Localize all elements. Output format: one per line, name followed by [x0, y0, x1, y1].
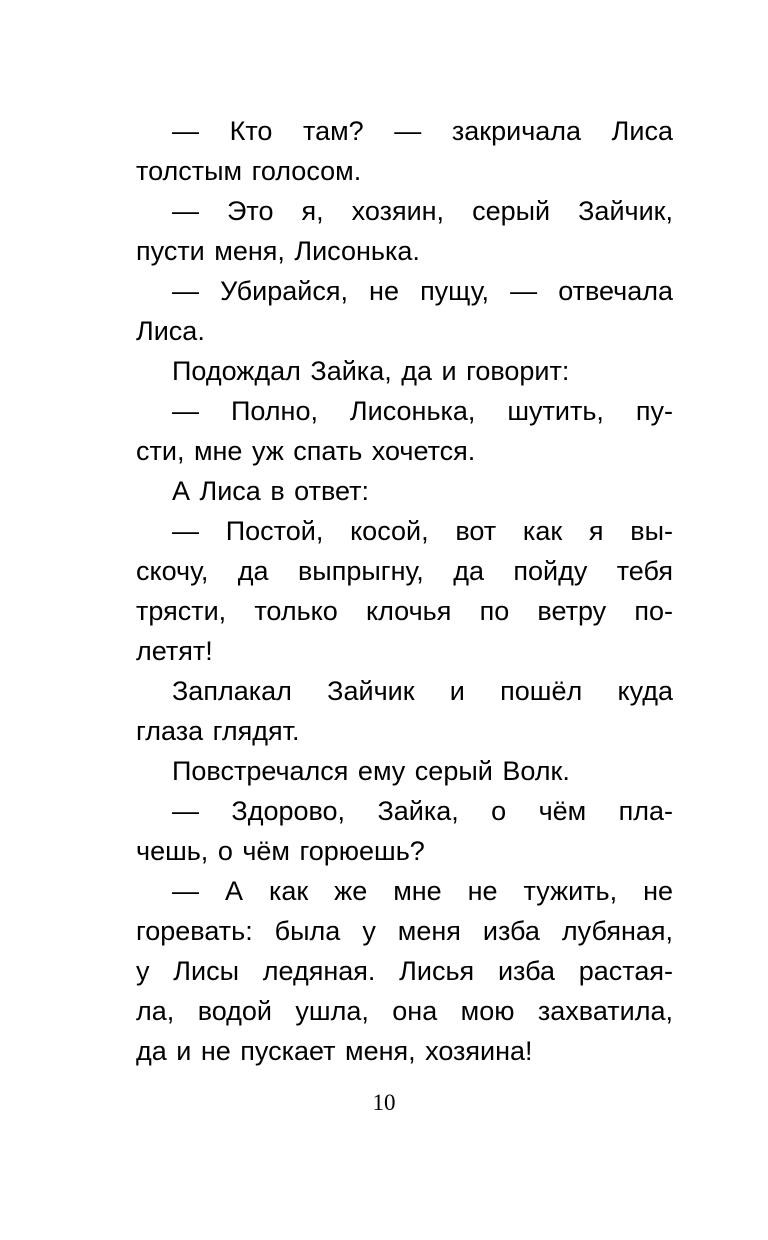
text-line: А Лиса в ответ: [172, 476, 369, 506]
text-line: — Кто там? — закричала Лиса [172, 116, 673, 146]
text-line: Заплакал Зайчик и пошёл куда [172, 676, 673, 706]
text-line: у Лисы ледяная. Лисья изба растая- [136, 956, 673, 986]
body-text [136, 111, 673, 1071]
text-line: глаза глядят. [136, 716, 300, 746]
text-line: — Постой, косой, вот как я вы- [172, 516, 673, 546]
text-line: — Здорово, Зайка, о чём пла- [172, 796, 673, 826]
text-line: горевать: была у меня изба лубяная, [136, 916, 673, 946]
page-number: 10 [372, 1090, 396, 1115]
text-line: — Полно, Лисонька, шутить, пу- [172, 396, 673, 426]
text-line: Подождал Зайка, да и говорит: [172, 356, 570, 386]
text-line: пусти меня, Лисонька. [136, 236, 420, 266]
text-line: скочу, да выпрыгну, да пойду тебя [136, 556, 673, 586]
text-line: чешь, о чём горюешь? [136, 836, 425, 866]
text-line: Повстречался ему серый Волк. [172, 756, 570, 786]
text-line: да и не пускает меня, хозяина! [136, 1036, 533, 1066]
text-line: — Убирайся, не пущу, — отвечала [172, 276, 673, 306]
text-line: — Это я, хозяин, серый Зайчик, [172, 196, 673, 226]
text-line: летят! [136, 636, 213, 666]
text-line: толстым голосом. [136, 156, 362, 186]
text-line: Лиса. [136, 316, 205, 346]
text-line: трясти, только клочья по ветру по- [136, 596, 673, 626]
text-line: ла, водой ушла, она мою захватила, [136, 996, 673, 1026]
text-line: сти, мне уж спать хочется. [136, 436, 476, 466]
text-line: — А как же мне не тужить, не [172, 876, 673, 906]
